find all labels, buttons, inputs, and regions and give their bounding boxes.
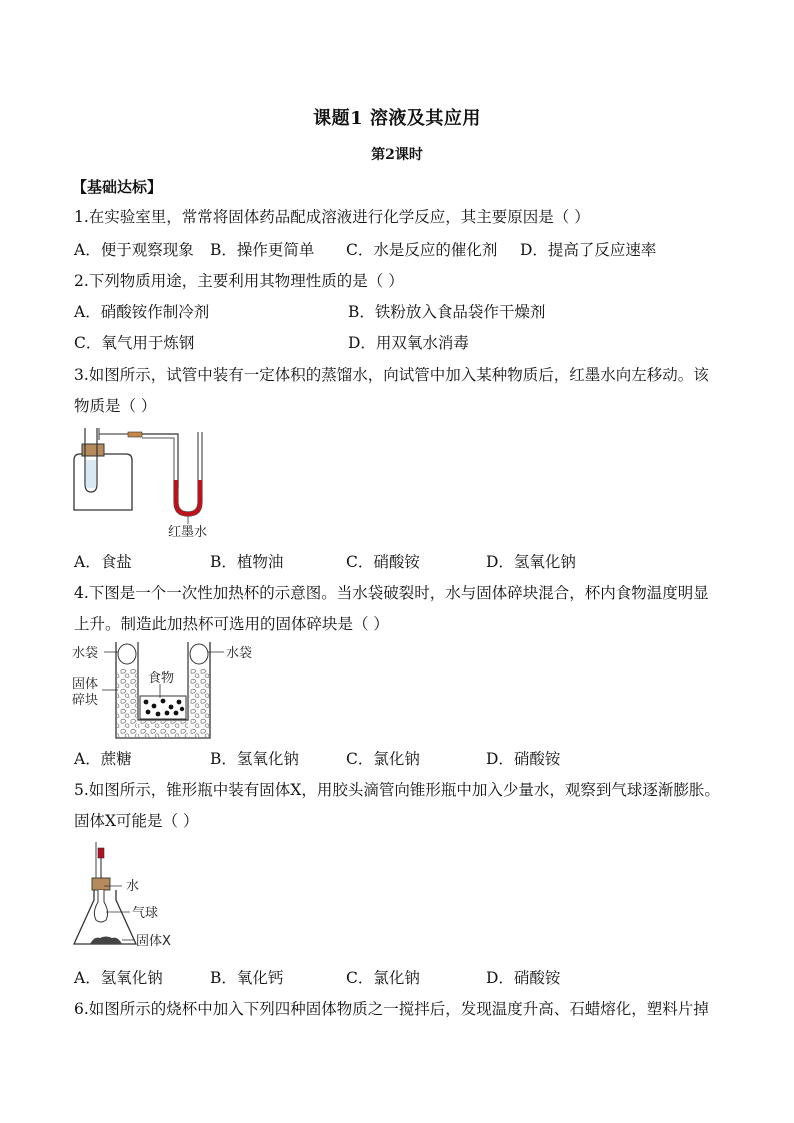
water-bag-left-label: 水袋	[72, 646, 99, 661]
option-a[interactable]: A．食盐	[74, 553, 132, 571]
option-b[interactable]: B．操作更简单	[210, 241, 315, 259]
option-a[interactable]: A．便于观察现象	[74, 241, 194, 259]
question-2-options-row-2	[74, 331, 469, 353]
option-b[interactable]: B．氢氧化钠	[210, 750, 299, 768]
solid-pieces-label-1: 固体	[72, 677, 99, 692]
option-d[interactable]: D．硝酸铵	[486, 750, 561, 768]
question-5-stem-line-1: 5.如图所示，锥形瓶中装有固体X，用胶头滴管向锥形瓶中加入少量水，观察到气球逐渐膨胀。	[74, 781, 720, 799]
option-a[interactable]: A．硝酸铵作制冷剂	[74, 303, 210, 321]
question-3-stem-line-1: 3.如图所示，试管中装有一定体积的蒸馏水，向试管中加入某种物质后，红墨水向左移动。该	[74, 366, 709, 384]
option-b[interactable]: B．铁粉放入食品袋作干燥剂	[348, 303, 546, 321]
question-1-stem: 1.在实验室里，常常将固体药品配成溶液进行化学反应，其主要原因是（ ）	[74, 208, 590, 226]
water-bag-right-label: 水袋	[226, 646, 253, 661]
question-3-options	[74, 550, 576, 572]
red-ink-label: 红墨水	[168, 525, 208, 540]
option-c[interactable]: C．氯化钠	[346, 750, 420, 768]
test-tube-u-tube-figure	[70, 420, 240, 542]
option-b[interactable]: B．氧化钙	[210, 969, 284, 987]
option-a[interactable]: A．氢氧化钠	[74, 969, 163, 987]
option-c[interactable]: C．氯化钠	[346, 969, 420, 987]
option-d[interactable]: D．提高了反应速率	[520, 241, 657, 259]
option-b[interactable]: B．植物油	[210, 553, 284, 571]
water-label: 水	[126, 879, 140, 894]
question-4-options	[74, 747, 560, 769]
question-1-options	[74, 238, 656, 260]
option-c[interactable]: C．硝酸铵	[346, 553, 420, 571]
question-2-stem: 2.下列物质用途，主要利用其物理性质的是（ ）	[74, 272, 404, 290]
question-2-options-row-1	[74, 300, 545, 322]
option-d[interactable]: D．硝酸铵	[486, 969, 561, 987]
section-heading: 【基础达标】	[72, 178, 163, 196]
solid-x-label: 固体X	[136, 934, 171, 949]
balloon-label: 气球	[132, 906, 159, 921]
option-c[interactable]: C．氧气用于炼钢	[74, 334, 195, 352]
question-4-stem-line-1: 4.下图是一个一次性加热杯的示意图。当水袋破裂时，水与固体碎块混合，杯内食物温度明显	[74, 584, 709, 602]
page-title: 课题1 溶液及其应用	[313, 108, 481, 129]
option-d[interactable]: D．用双氧水消毒	[348, 334, 469, 352]
food-label: 食物	[148, 671, 175, 686]
option-c[interactable]: C．水是反应的催化剂	[346, 241, 498, 259]
conical-flask-figure	[70, 840, 220, 952]
question-4-stem-line-2: 上升。制造此加热杯可选用的固体碎块是（ ）	[74, 615, 389, 633]
option-a[interactable]: A．蔗糖	[74, 750, 132, 768]
question-3-stem-line-2: 物质是（ ）	[74, 397, 157, 415]
page-subtitle: 第2课时	[371, 147, 423, 163]
heating-cup-figure	[70, 638, 270, 742]
solid-pieces-label-2: 碎块	[72, 693, 99, 708]
question-6-stem: 6.如图所示的烧杯中加入下列四种固体物质之一搅拌后，发现温度升高、石蜡熔化，塑料片掉	[74, 1000, 709, 1018]
option-d[interactable]: D．氢氧化钠	[486, 553, 576, 571]
question-5-stem-line-2: 固体X可能是（ ）	[74, 812, 199, 830]
question-5-options	[74, 966, 560, 988]
